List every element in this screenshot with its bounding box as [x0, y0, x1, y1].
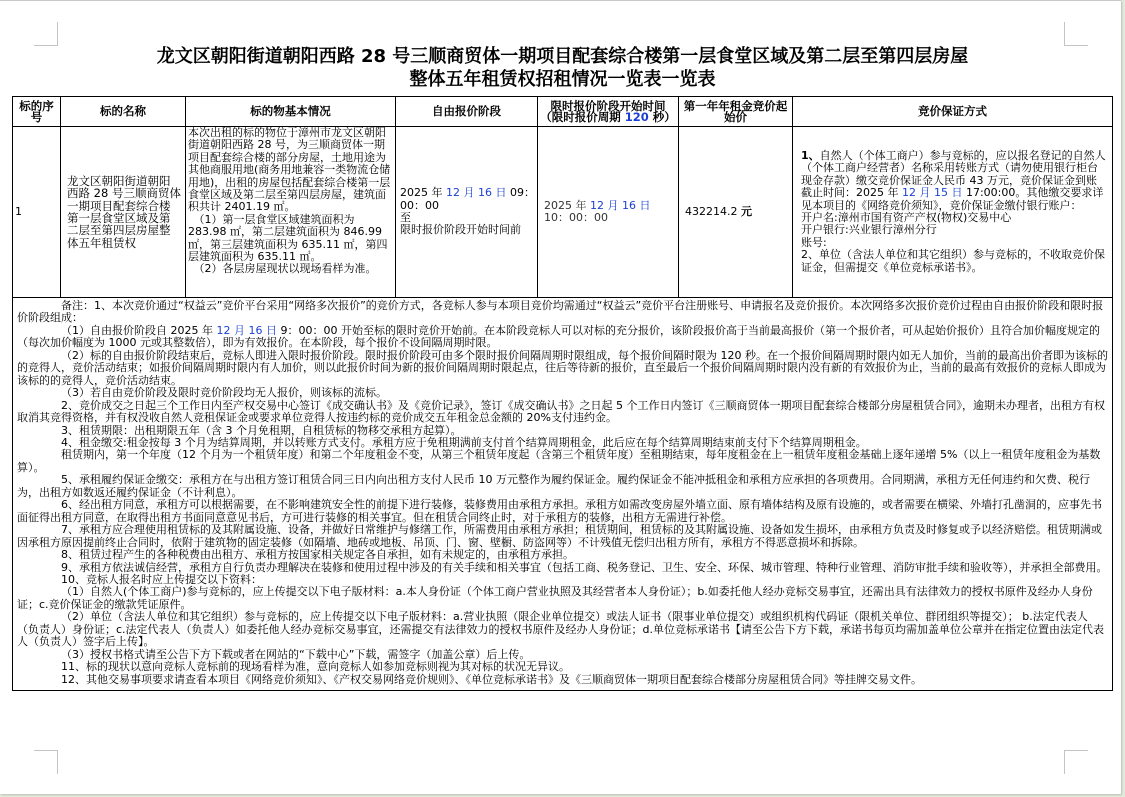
- cell-basic-info: [186, 127, 396, 298]
- cell-free-bidding: [396, 127, 538, 298]
- note-4: 4、租金缴交:租金按每 3 个月为结算周期，并以转账方式支付。承租方应于免租期满前支付首个结算周期租金，此后应在每个结算周期结束前支付下个结算周期租金。: [61, 435, 867, 449]
- cell-timed-start: [538, 127, 679, 298]
- header-sub-post: 秒）: [648, 109, 676, 124]
- document-title: [20, 45, 1105, 91]
- note-3: 3、租赁期限：出租期限五年（含 3 个月免租期，自租赁标的物移交承租方起算）。: [61, 423, 462, 437]
- header-start-price: 第一年年租金竞价起始价: [679, 97, 793, 127]
- free-bidding-time: 09：00：00: [400, 186, 535, 212]
- cell-name: 龙文区朝阳街道朝阳西路 28 号三顺商贸体一期项目配套综合楼第一层食堂区域及第二层至第四层房屋整体五年租赁权: [61, 127, 186, 298]
- note-10-2: （2）单位（含法人单位和其它组织）参与竞标的，应上传提交以下电子版材料：a.营业执照（限企业单位提交）或法人证书（限事业单位提交）或组织机构代码证（限机关单位、群团组织等提交）； b.法定代表人（负责人）身份证；c.法定代表人（负责人）如委托他人经办竞标交易事宜，还需提交有法律效力的授权书原件及经办人身份证；d.单位竞标承诺书【请至公告下方下载，承诺书每页均需加盖单位公章并在指定位置由法定代表人（负责人）签字后上传】。: [17, 610, 1105, 649]
- leasing-table: [12, 96, 1113, 691]
- note-1-1-post: 9：00：00 开始至标的限时竞价开始前。在本阶段竞标人可以对标的充分报价，该阶段报价高于当前最高报价（第一个报价者，可从起始价报价）且符合加价幅度规定的（每次加价幅度为 1000 元或其整数倍），即为有效报价。在本阶段，每个报价不设间隔周期时限。: [17, 323, 1100, 350]
- header-deposit: 竞价保证方式: [793, 97, 1113, 127]
- note-11: 11、标的现状以意向竞标人竞标前的现场看样为准，意向竞标人如参加竞标则视为其对标的状况无异议。: [61, 660, 570, 674]
- note-6: 6、经出租方同意，承租方可以根据需要，在不影响建筑安全性的前提下进行装修，装修费用由承租方承担。承租方如需改变房屋外墙立面、原有墙体结构及原有设施的，或者需要在横梁、外墙打孔凿洞的，应事先书面征得出租方同意，在取得出租方书面同意意见书后，方可进行装修的相关事宜。但在租赁合同终止时，对于承租方的装修，出租方无需进行补偿。: [17, 498, 1102, 524]
- note-1-3: （3）若自由竞价阶段及限时竞价阶段均无人报价，则该标的流标。: [61, 386, 387, 400]
- title-line-2: 整体五年租赁权招租情况一览表一览表: [409, 69, 716, 90]
- crop-mark: [34, 750, 58, 774]
- note-8: 8、租赁过程产生的各种税费由出租方、承租方按国家相关规定各自承担，如有未规定的，由承租方承担。: [61, 548, 574, 562]
- free-bidding-to: 至: [400, 211, 411, 224]
- start-price-value: 432214.2: [685, 204, 741, 218]
- header-sub-pre: （限时报价周期: [540, 109, 625, 124]
- note-7: 7、承租方应合理使用租赁标的及其附属设施、设备，并做好日常维护与修缮工作，所需费用由承租方承担；租赁期间，租赁标的及其附属设施、设备如发生损坏，由承租方负责及时修复或予以经济赔偿。租赁期满或因承租方原因提前终止合同时，依附于建筑物的固定装修（如隔墙、地砖或地板、吊顶、门、窗、壁橱、防盗网等）不计残值无偿归出租方所有，承租方不得恶意损坏和拆除。: [17, 523, 1102, 549]
- crop-mark: [1064, 750, 1088, 774]
- note-2: 2、竞价成交之日起三个工作日内至产权交易中心签订《成交确认书》及《竞价记录》，签订《成交确认书》之日起 5 个工作日内签订《三顺商贸体一期项目配套综合楼部分房屋租赁合同》，逾期未办理者，出租方有权取消其竞得资格，并有权没收自然人竞租保证金或要求单位竞得人按违约标的竞价成交五年租金总金额的 20%支付违约金。: [17, 398, 1105, 425]
- timed-start-time: 10：00：00: [544, 211, 608, 224]
- cell-index: 1: [13, 127, 61, 298]
- deposit-deadline-date: 12 月 15 日: [902, 186, 963, 200]
- note-10: 10、竞标人报名时应上传提交以下资料：: [61, 572, 262, 586]
- note-10-3: （3）授权书格式请至公告下方下载或者在网站的“下载中心”下载，需签字（加盖公章）后上传。: [61, 647, 531, 661]
- start-price-unit: 元: [740, 204, 752, 218]
- deposit-p1: [801, 150, 1106, 212]
- deposit-bank: 开户银行:兴业银行漳州分行: [801, 223, 937, 237]
- header-sub-num: 120: [624, 109, 649, 124]
- header-index: 标的序号: [13, 97, 61, 127]
- header-timed-start: [538, 97, 679, 127]
- table-header-row: [13, 97, 1113, 127]
- free-bidding-end: 限时报价阶段开始时间前: [400, 223, 521, 237]
- crop-mark: [34, 22, 58, 46]
- note-1-1-date: 12 月 16 日: [216, 323, 277, 337]
- free-bidding-year: 2025 年: [400, 186, 446, 200]
- notes-row: [13, 298, 1113, 691]
- deposit-p1-num: 1、: [801, 148, 820, 162]
- note-9: 9、承租方依法诚信经营，承租方自行负责办理解决在装修和使用过程中涉及的有关手续和相关事宜（包括工商、税务登记、卫生、安全、环保、城市管理、特种行业管理、消防审批手续和验收等），并承担全部费用。: [61, 560, 1108, 574]
- basic-info-p2: （1）第一层食堂区域建筑面积为 283.98 ㎡，第二层建筑面积为 846.99 ㎡，第三层建筑面积为 635.11 ㎡，第四层建筑面积为 635.11 ㎡。: [188, 212, 388, 264]
- deposit-account-no: 账号:: [801, 235, 827, 249]
- note-12: 12、其他交易事项要求请查看本项目《网络竞价须知》、《产权交易网络竞价规则》、《单位竞标承诺书》及《三顺商贸体一期项目配套综合楼部分房屋租赁合同》等挂牌交易文件。: [61, 672, 922, 686]
- note-1-1: [17, 325, 1109, 350]
- header-free-bidding: 自由报价阶段: [396, 97, 538, 127]
- header-name: 标的名称: [61, 97, 186, 127]
- basic-info-p1: 本次出租的标的物位于漳州市龙文区朝阳街道朝阳西路 28 号，为三顺商贸体一期项目配套综合楼的部分房屋，土地用途为其他商服用地(商务用地兼容一类物流仓储用地)，出租的房屋包括配套综合楼第一层食堂区域及第二层至第四层房屋，建筑面积共计 2401.19 ㎡。: [188, 126, 391, 214]
- note-10-1: （1）自然人(个体工商户)参与竞标的，应上传提交以下电子版材料：a.本人身份证（个体工商户营业执照及其经营者本人身份证）；b.如委托他人经办竞标交易事宜，还需出具有法律效力的授权书原件及经办人身份证；c.竞价保证金的缴款凭证原件。: [17, 585, 1093, 611]
- header-basic-info: 标的物基本情况: [186, 97, 396, 127]
- note-5: 5、承租履约保证金缴交：承租方在与出租方签订租赁合同三日内向出租方支付人民币 10 万元整作为履约保证金。履约保证金不能冲抵租金和承租方应承担的各项费用。合同期满，承租方无任何违约和欠费、税行为，出租方如数返还履约保证金（不计利息）。: [17, 473, 1090, 499]
- deposit-p2: 2、单位（含法人单位和其它组织）参与竞标的，不收取竞价保证金，但需提交《单位竞标承诺书》。: [801, 248, 1105, 274]
- title-line-1: 龙文区朝阳街道朝阳西路 28 号三顺商贸体一期项目配套综合楼第一层食堂区域及第二层至第四层房屋: [156, 46, 969, 67]
- note-1-2: （2）标的自由报价阶段结束后，竞标人即进入限时报价阶段。限时报价阶段可由多个限时报价间隔周期时限组成，每个报价间隔时限为 120 秒。在一个报价间隔周期时限内如无人加价，当前的最高出价者即为该标的的竞得人，竞价活动结束；如报价间隔周期时限内有人加价，则以此报价时间为新的报价间隔周期时限起点，往后等待新的报价，直至最后一个报价间隔周期时限内没有新的有效报价为止，当前的最高有效报价的竞标人即成为该标的的竞得人，竞价活动结束。: [17, 348, 1108, 387]
- cell-deposit: [793, 127, 1113, 298]
- note-1-1-pre: （1）自由报价阶段自 2025 年: [61, 323, 217, 337]
- header-timed-start-label: 限时报价阶段开始时间: [550, 98, 666, 113]
- cell-start-price: [679, 127, 793, 298]
- note-1: 备注：1、本次竞价通过“权益云”竞价平台采用“网络多次报价”的竞价方式，各竞标人参与本项目竞价均需通过“权益云”竞价平台注册账号、申请报名及竞价报价。本次网络多次报价竞价过程由自由报价阶段和限时报价阶段组成：: [17, 299, 1104, 325]
- timed-start-year: 2025 年: [544, 198, 590, 212]
- deposit-p1-text-end: 17:00:00。其他缴交要求详见本项目的《网络竞价须知》，竞价保证金缴付银行账户：: [801, 186, 1104, 212]
- free-bidding-date: 12 月 16 日: [446, 186, 507, 200]
- basic-info-p3: （2）各层房屋现状以现场看样为准。: [193, 262, 377, 276]
- note-4b: 租赁期内，第一个年度（12 个月为一个租赁年度）和第二个年度租金不变，从第三个租赁年度起（含第三个租赁年度）至租期结束，每年度租金在上一租赁年度租金基础上逐年递增 5%（以上一租赁年度租金为基数算）。: [17, 448, 1101, 474]
- timed-start-date: 12 月 16 日: [590, 198, 651, 212]
- deposit-account-name: 开户名:漳州市国有资产产权(物权)交易中心: [801, 211, 1012, 224]
- notes-cell: [13, 298, 1113, 691]
- deposit-p1-text: 自然人（个体工商户）参与竞标的，应以报名登记的自然人（个体工商户经营者）名称采用转账方式（请勿使用银行柜台现金存款）缴交竞价保证金人民币 43 万元，竞价保证金到账截止时间：2025 年: [801, 148, 1106, 200]
- table-row: [13, 127, 1113, 298]
- crop-mark: [1064, 22, 1088, 46]
